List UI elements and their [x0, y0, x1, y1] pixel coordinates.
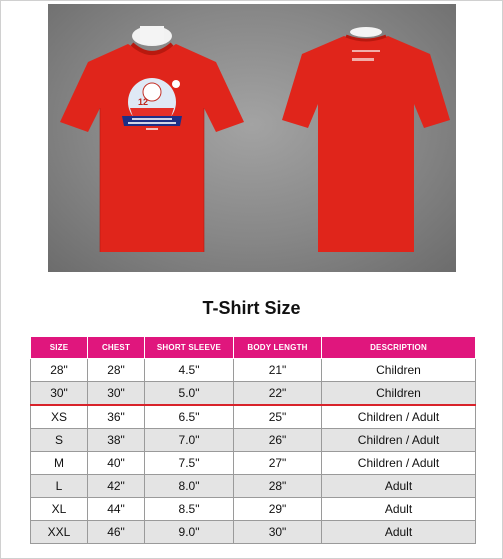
cell-body-length: 21"	[234, 359, 322, 382]
tshirt-illustration	[48, 4, 456, 272]
table-row	[31, 452, 476, 475]
cell-chest: 46"	[88, 521, 145, 544]
cell-description: Adult	[322, 475, 476, 498]
cell-body-length: 28"	[234, 475, 322, 498]
cell-short-sleeve: 8.0"	[145, 475, 234, 498]
table-header-row	[31, 337, 476, 359]
cell-short-sleeve: 4.5"	[145, 359, 234, 382]
table-row	[31, 521, 476, 544]
cell-body-length: 30"	[234, 521, 322, 544]
cell-size: 30"	[31, 382, 88, 406]
table-row	[31, 382, 476, 406]
cell-chest: 40"	[88, 452, 145, 475]
cell-body-length: 25"	[234, 405, 322, 429]
cell-description: Adult	[322, 521, 476, 544]
shirt-front	[60, 26, 244, 252]
cell-chest: 44"	[88, 498, 145, 521]
shirt-back	[282, 27, 450, 252]
header-chest: CHEST	[88, 337, 145, 359]
cell-description: Children / Adult	[322, 429, 476, 452]
cell-short-sleeve: 7.0"	[145, 429, 234, 452]
header-short-sleeve: SHORT SLEEVE	[145, 337, 234, 359]
cell-description: Adult	[322, 498, 476, 521]
table-row	[31, 475, 476, 498]
table-row	[31, 405, 476, 429]
cell-size: M	[31, 452, 88, 475]
header-size: SIZE	[31, 337, 88, 359]
cell-chest: 28"	[88, 359, 145, 382]
page-title: T-Shirt Size	[202, 298, 301, 318]
cell-description: Children	[322, 359, 476, 382]
cell-chest: 38"	[88, 429, 145, 452]
product-photo	[48, 4, 456, 272]
cell-size: XS	[31, 405, 88, 429]
table-row	[31, 359, 476, 382]
cell-size: XL	[31, 498, 88, 521]
header-body-length: BODY LENGTH	[234, 337, 322, 359]
header-description: DESCRIPTION	[322, 337, 476, 359]
cell-body-length: 26"	[234, 429, 322, 452]
cell-chest: 42"	[88, 475, 145, 498]
cell-chest: 30"	[88, 382, 145, 406]
cell-short-sleeve: 5.0"	[145, 382, 234, 406]
cell-chest: 36"	[88, 405, 145, 429]
cell-short-sleeve: 8.5"	[145, 498, 234, 521]
cell-body-length: 22"	[234, 382, 322, 406]
table-row	[31, 429, 476, 452]
cell-short-sleeve: 9.0"	[145, 521, 234, 544]
table-row	[31, 498, 476, 521]
badge-number: 12	[138, 97, 149, 107]
cell-body-length: 27"	[234, 452, 322, 475]
cell-short-sleeve: 7.5"	[145, 452, 234, 475]
cell-body-length: 29"	[234, 498, 322, 521]
cell-size: XXL	[31, 521, 88, 544]
cell-description: Children / Adult	[322, 452, 476, 475]
cell-size: 28"	[31, 359, 88, 382]
cell-description: Children	[322, 382, 476, 406]
cell-size: L	[31, 475, 88, 498]
cell-size: S	[31, 429, 88, 452]
size-chart-table	[30, 336, 476, 544]
cell-short-sleeve: 6.5"	[145, 405, 234, 429]
cell-description: Children / Adult	[322, 405, 476, 429]
